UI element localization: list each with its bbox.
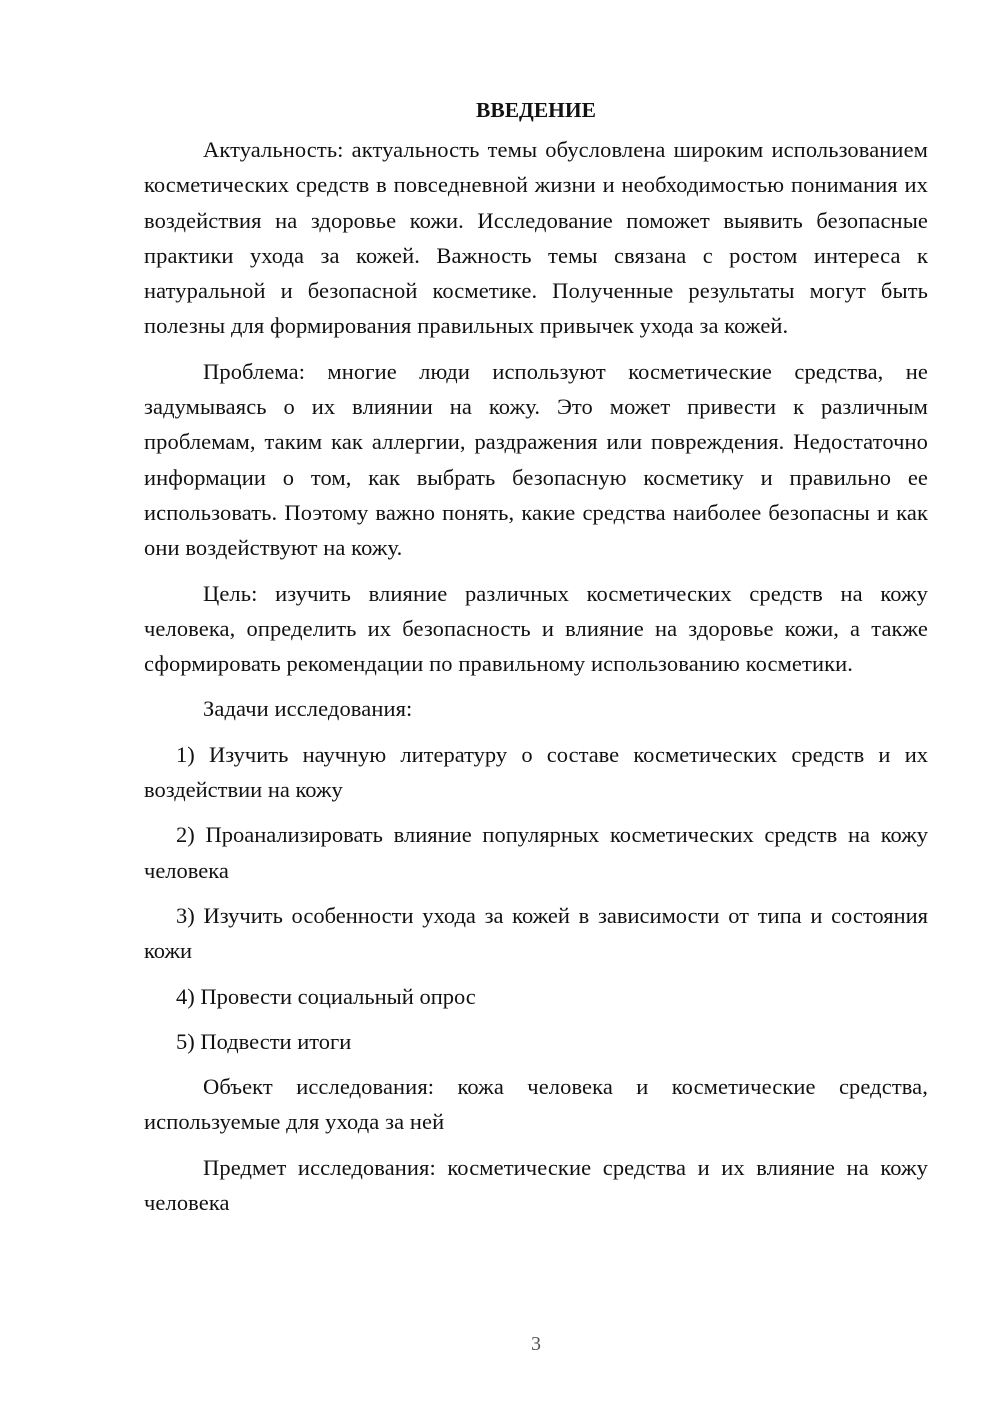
task-item-1: 1) Изучить научную литературу о составе косметических средств и их воздействии на кожу xyxy=(144,741,928,803)
paragraph-subject: Предмет исследования: косметические средства и их влияние на кожу человека xyxy=(144,1154,928,1216)
paragraph-goal: Цель: изучить влияние различных косметических средств на кожу человека, определить их безопасность и влияние на здоровье кожи, а также сформировать рекомендации по правильному использованию косметики. xyxy=(144,580,928,677)
task-item-4: 4) Провести социальный опрос xyxy=(176,983,476,1009)
paragraph-problem: Проблема: многие люди используют косметические средства, не задумываясь о их влиянии на кожу. Это может привести к различным проблемам, таким как аллергии, раздражения или повреждения. Недостаточно информации о том, как выбрать безопасную косметику и правильно ее использовать. Поэтому важно понять, какие средства наиболее безопасны и как они воздействуют на кожу. xyxy=(144,358,928,561)
page-title: ВВЕДЕНИЕ xyxy=(476,98,596,122)
tasks-heading: Задачи исследования: xyxy=(203,696,413,722)
paragraph-relevance: Актуальность: актуальность темы обусловлена широким использованием косметических средств в повседневной жизни и необходимостью понимания их воздействия на здоровье кожи. Исследование поможет выявить безопасные практики ухода за кожей. Важность темы связана с ростом интереса к натуральной и безопасной косметике. Полученные результаты могут быть полезны для формирования правильных привычек ухода за кожей. xyxy=(144,137,928,339)
task-item-3: 3) Изучить особенности ухода за кожей в зависимости от типа и состояния кожи xyxy=(144,902,928,964)
task-item-5: 5) Подвести итоги xyxy=(176,1028,352,1054)
page-content xyxy=(144,96,928,1230)
page-number: 3 xyxy=(531,1333,541,1355)
paragraph-object: Объект исследования: кожа человека и косметические средства, используемые для ухода за ней xyxy=(144,1074,928,1135)
task-item-2: 2) Проанализировать влияние популярных косметических средств на кожу человека xyxy=(144,822,928,883)
